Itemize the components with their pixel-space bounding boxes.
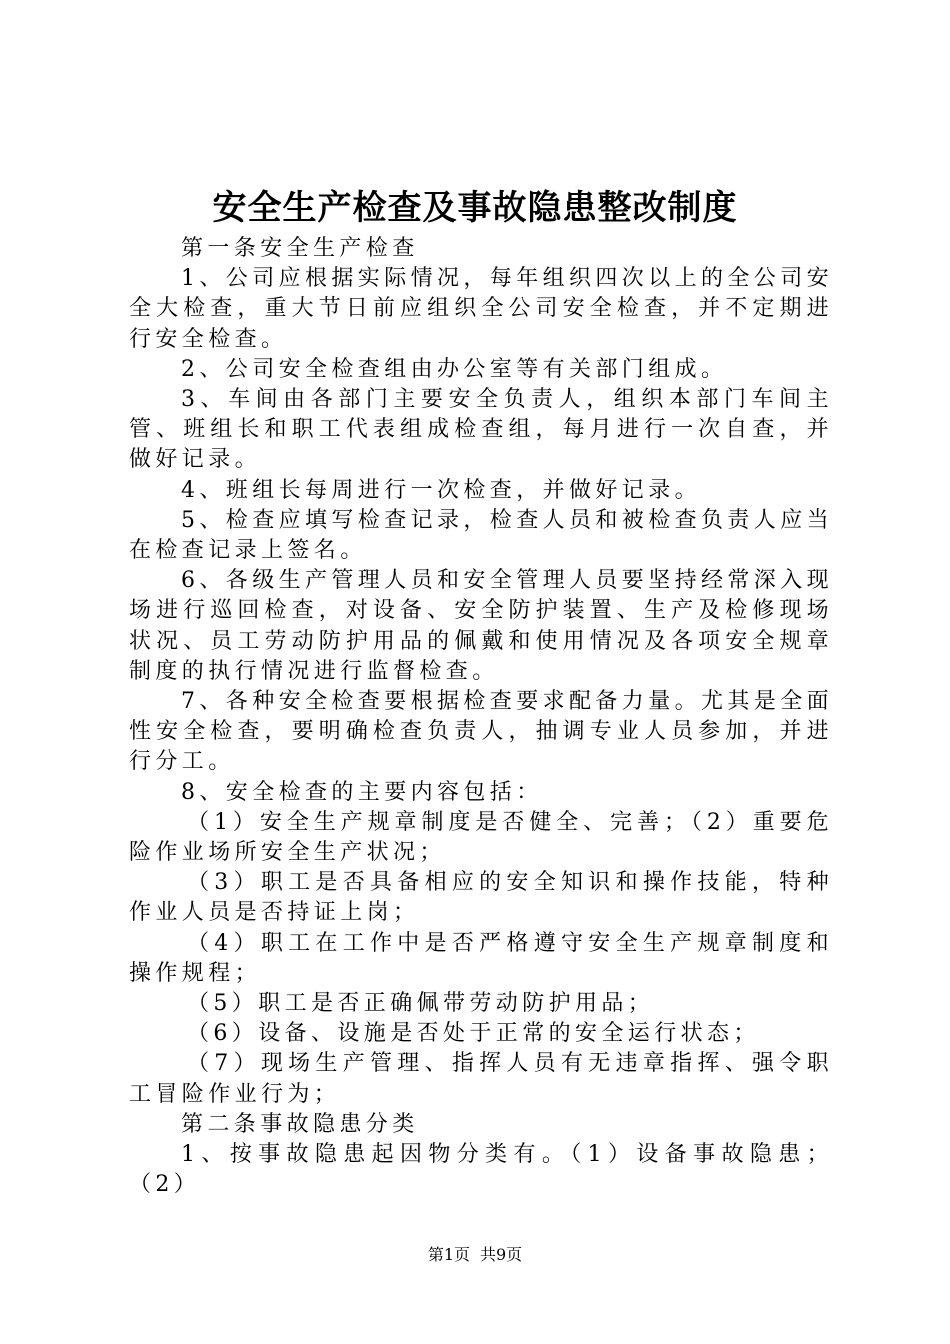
list-item: （6）设备、设施是否处于正常的安全运行状态； bbox=[187, 1021, 760, 1047]
paragraph: 7、各种安全检查要根据检查要求配备力量。尤其是全面性安全检查，要明确检查负责人，抽调专业人员参加，并进行分工。 bbox=[129, 689, 833, 775]
paragraph: 5、检查应填写检查记录，检查人员和被检查负责人应当在检查记录上签名。 bbox=[129, 507, 833, 564]
paragraph: 6、各级生产管理人员和安全管理人员要坚持经常深入现场进行巡回检查，对设备、安全防护装置、生产及检修现场状况、员工劳动防护用品的佩戴和使用情况及各项安全规章制度的执行情况进行监督检查。 bbox=[129, 568, 833, 684]
page-total: 共9页 bbox=[480, 1245, 523, 1264]
document-body bbox=[129, 234, 833, 1201]
page-number: 第1页 bbox=[427, 1245, 470, 1264]
paragraph: 1、按事故隐患起因物分类有。（1）设备事故隐患；（2） bbox=[129, 1142, 833, 1198]
document-title: 安全生产检查及事故隐患整改制度 bbox=[212, 188, 738, 228]
list-item: （5）职工是否正确佩带劳动防护用品； bbox=[187, 991, 655, 1017]
list-item: （3）职工是否具备相应的安全知识和操作技能，特种作业人员是否持证上岗； bbox=[129, 870, 833, 926]
page-footer bbox=[0, 1245, 950, 1265]
section-heading: 第一条安全生产检查 bbox=[181, 236, 419, 261]
paragraph: 3、车间由各部门主要安全负责人，组织本部门车间主管、班组长和职工代表组成检查组，每月进行一次自查，并做好记录。 bbox=[129, 387, 833, 473]
paragraph: 2、公司安全检查组由办公室等有关部门组成。 bbox=[181, 356, 728, 382]
list-item: （4）职工在工作中是否严格遵守安全生产规章制度和操作规程； bbox=[129, 930, 833, 986]
list-item: （7）现场生产管理、指挥人员有无违章指挥、强令职工冒险作业行为； bbox=[129, 1051, 833, 1107]
section-heading: 第二条事故隐患分类 bbox=[181, 1111, 419, 1137]
paragraph: 8、安全检查的主要内容包括： bbox=[181, 779, 543, 805]
paragraph: 4、班组长每周进行一次检查，并做好记录。 bbox=[181, 477, 701, 503]
paragraph: 1、公司应根据实际情况，每年组织四次以上的全公司安全大检查，重大节日前应组织全公司安全检查，并不定期进行安全检查。 bbox=[129, 266, 833, 352]
list-item: （1）安全生产规章制度是否健全、完善；（2）重要危险作业场所安全生产状况； bbox=[129, 809, 833, 866]
